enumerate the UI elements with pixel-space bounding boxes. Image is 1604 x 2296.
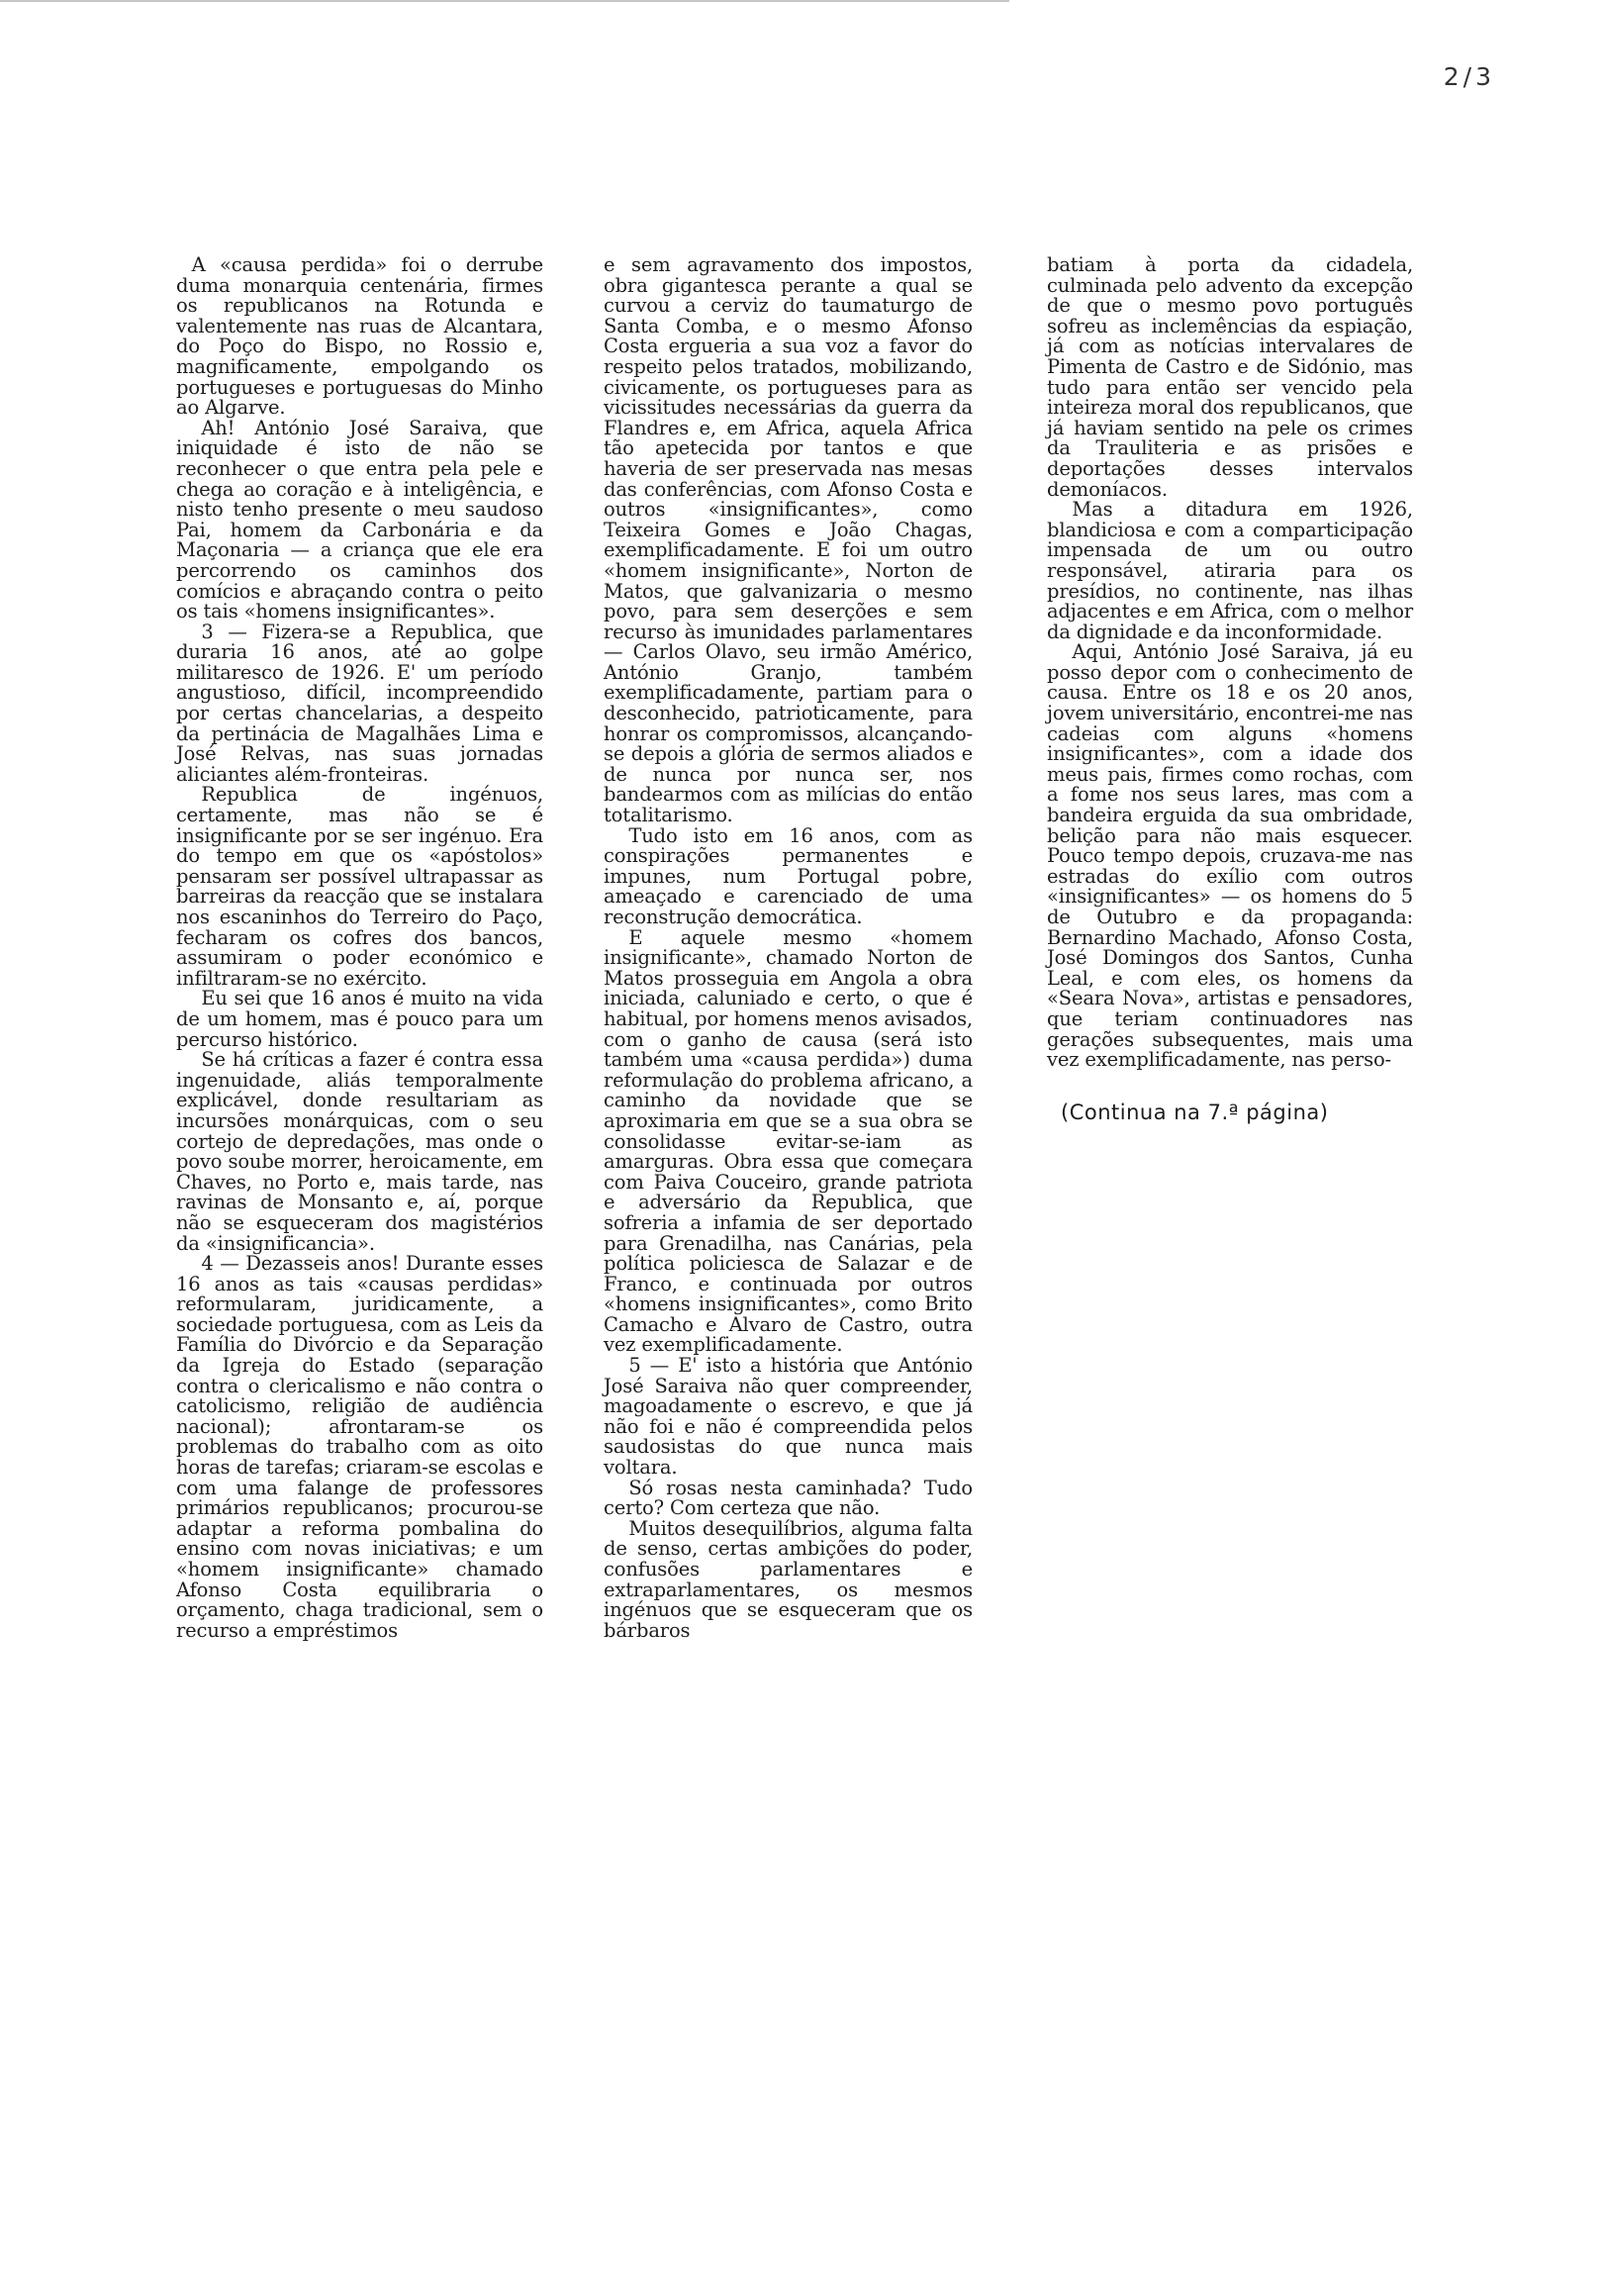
paragraph: Só rosas nesta caminhada? Tudo certo? Com certeza que não. — [604, 1476, 973, 1520]
paragraph: A «causa perdida» foi o derrube duma monarquia centenária, firmes os republicanos na Rotunda e valentemente nas ruas de Alcantara, do Poço do Bispo, no Rossio e, magnificamente, empolgando os portugueses e portuguesas do Minho ao Algarve. — [176, 253, 543, 420]
paragraph: 3 — Fizera-se a Republica, que duraria 16 anos, até ao golpe militaresco de 1926. E' um período angustioso, difícil, incompreendido por certas chancelarias, a despeito da pertinácia de Magalhães Lima e José Relvas, nas suas jornadas aliciantes além-fronteiras. — [176, 620, 543, 786]
paragraph: Muitos desequilíbrios, alguma falta de senso, certas ambições do poder, confusões parlamentares e extraparlamentares, os mesmos ingénuos que se esqueceram que os bárbaros — [604, 1516, 973, 1642]
paragraph: 4 — Dezasseis anos! Durante esses 16 anos as tais «causas perdidas» reformularam, juridicamente, a sociedade portuguesa, com as Leis da Família do Divórcio e da Separação da Igreja do Estado (separação contra o clericalismo e não contra o catolicismo, religião de audiência nacional); afrontaram-se os problemas do trabalho com as oito horas de tarefas; criaram-se escolas e com uma falange de professores primários republicanos; procurou-se adaptar a reforma pombalina do ensino com novas iniciativas; e um «homem insignificante» chamado Afonso Costa equilibraria o orçamento, chaga tradicional, sem o recurso a empréstimos — [176, 1252, 543, 1642]
paragraph: Eu sei que 16 anos é muito na vida de um homem, mas é pouco para um percurso histórico. — [176, 987, 543, 1051]
article-column-3 — [1047, 255, 1413, 1122]
paragraph: Ah! António José Saraiva, que iniquidade é isto de não se reconhecer o que entra pela pele e chega ao coração e à inteligência, e nisto tenho presente o meu saudoso Pai, homem da Carbonária e da Maçonaria — a criança que ele era percorrendo os caminhos dos comícios e abraçando contra o peito os tais «homens insignificantes». — [176, 416, 543, 623]
paragraph: Se há críticas a fazer é contra essa ingenuidade, aliás temporalmente explicável, donde resultariam as incursões monárquicas, com o seu cortejo de depredações, mas onde o povo soube morrer, heroicamente, em Chaves, no Porto e, mais tarde, nas ravinas de Monsanto e, aí, porque não se esqueceram dos magistérios da «insignificancia». — [176, 1048, 543, 1255]
paragraph: batiam à porta da cidadela, culminada pelo advento da excepção de que o mesmo povo português sofreu as inclemências da espiação, já com as notícias intervalares de Pimenta de Castro e de Sidónio, mas tudo para então ser vencido pela inteireza moral dos republicanos, que já haviam sentido na pele os crimes da Trauliteria e as prisões e deportações desses intervalos demoníacos. — [1047, 253, 1413, 501]
paragraph: Aqui, António José Saraiva, já eu posso depor com o conhecimento de causa. Entre os 18 e os 20 anos, jovem universitário, encontrei-me nas cadeias com alguns «homens insignificantes», com a idade dos meus pais, firmes como rochas, com a fome nos seus lares, mas com a bandeira erguida da sua ombridade, belição para não mais esquecer. Pouco tempo depois, cruzava-me nas estradas do exílio com outros «insignificantes» — os homens do 5 de Outubro e da propaganda: Bernardino Machado, Afonso Costa, José Domingos dos Santos, Cunha Leal, e com eles, os homens da «Seara Nova», artistas e pensadores, que teriam continuadores nas gerações subsequentes, mais uma vez exemplificadamente, nas perso- — [1047, 640, 1413, 1072]
page-number: 2/3 — [1443, 62, 1495, 91]
continuation-note: (Continua na 7.ª página) — [1061, 1100, 1329, 1124]
paragraph: Tudo isto em 16 anos, com as conspirações permanentes e impunes, num Portugal pobre, ameaçado e carenciado de uma reconstrução democrática. — [604, 823, 973, 928]
paragraph: e sem agravamento dos impostos, obra gigantesca perante a qual se curvou a cerviz do taumaturgo de Santa Comba, e o mesmo Afonso Costa ergueria a sua voz a favor do respeito pelos tratados, mobilizando, civicamente, os portugueses para as vicissitudes necessárias da guerra da Flandres e, em Africa, aquela Africa tão apetecida por tantos e que haveria de ser preservada nas mesas das conferências, com Afonso Costa e outros «insignificantes», como Teixeira Gomes e João Chagas, exemplificadamente. E foi um outro «homem insignificante», Norton de Matos, que galvanizaria o mesmo povo, para sem deserções e sem recurso às imunidades parlamentares — Carlos Olavo, seu irmão Américo, António Granjo, também exemplificadamente, partiam para o desconhecido, patrioticamente, para honrar os compromissos, alcançando-se depois a glória de sermos aliados e de nunca por nunca ser, nos bandearmos com as milícias do então totalitarismo. — [604, 253, 973, 827]
scan-edge-line — [0, 0, 1009, 2]
paragraph: Republica de ingénuos, certamente, mas não se é insignificante por se ser ingénuo. Era do tempo em que os «apóstolos» pensaram ser possível ultrapassar as barreiras da reacção que se instalara nos escaninhos do Terreiro do Paço, fecharam os cofres dos bancos, assumiram o poder económico e infiltraram-se no exército. — [176, 783, 543, 990]
article-column-2 — [604, 255, 973, 1641]
paragraph: Mas a ditadura em 1926, blandiciosa e com a comparticipação impensada de um ou outro responsável, atiraria para os presídios, no continente, nas ilhas adjacentes e em Africa, com o melhor da dignidade e da inconformidade. — [1047, 498, 1413, 643]
paragraph: E aquele mesmo «homem insignificante», chamado Norton de Matos prosseguia em Angola a obra iniciada, caluniado e certo, o que é habitual, por homens menos avisados, com o ganho de causa (será isto também uma «causa perdida») duma reformulação do problema africano, a caminho da novidade que se aproximaria em que se a sua obra se consolidasse evitar-se-iam as amarguras. Obra essa que começara com Paiva Couceiro, grande patriota e adversário da Republica, que sofreria a infamia de ser deportado para Grenadilha, nas Canárias, pela política policiesca de Salazar e de Franco, e continuada por outros «homens insignificantes», como Brito Camacho e Alvaro de Castro, outra vez exemplificadamente. — [604, 925, 973, 1357]
article-column-1 — [176, 255, 543, 1641]
paragraph: 5 — E' isto a história que António José Saraiva não quer compreender, magoadamente o escrevo, e que já não foi e não é compreendida pelos saudosistas do que nunca mais voltara. — [604, 1354, 973, 1480]
